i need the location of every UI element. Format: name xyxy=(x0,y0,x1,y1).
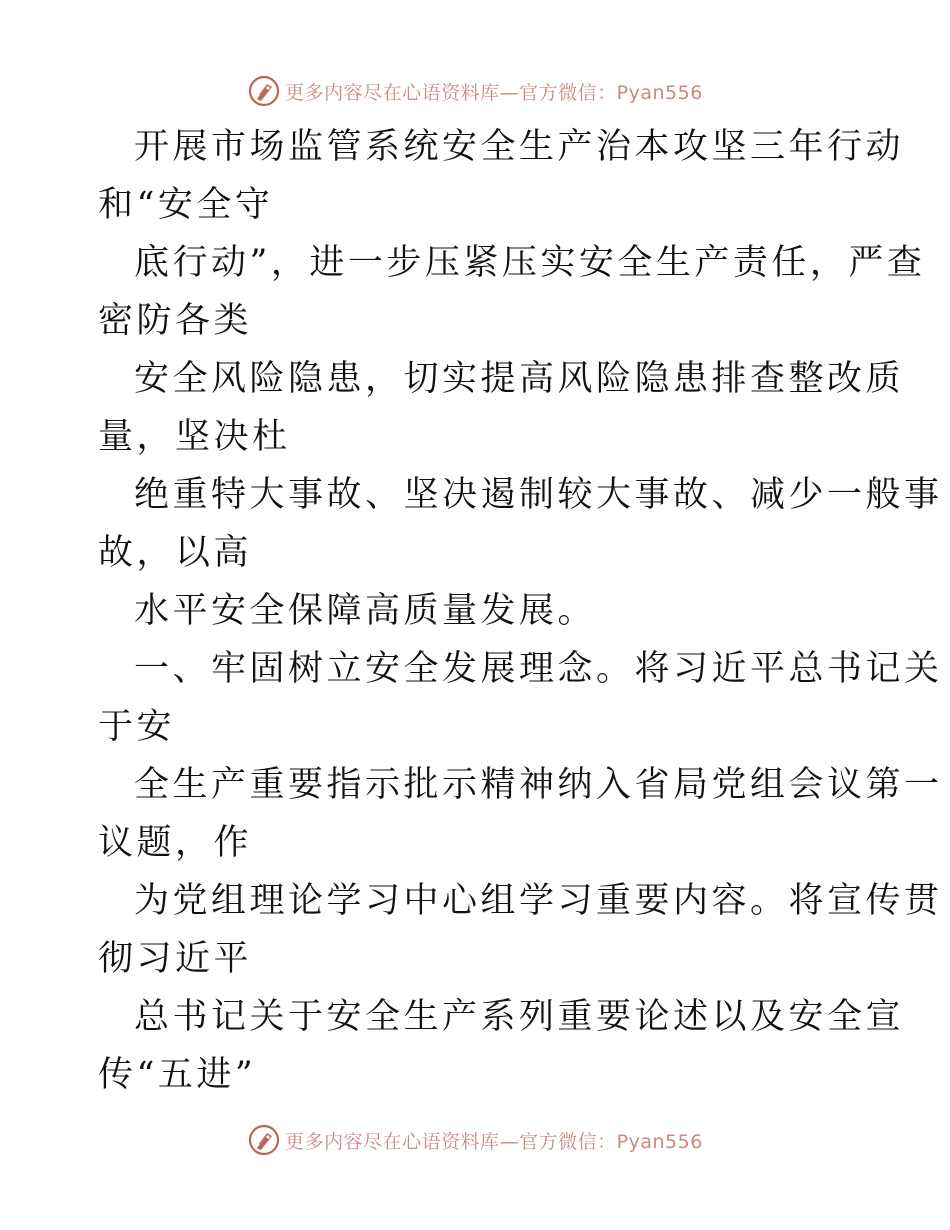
text-line: 开展市场监管系统安全生产治本攻坚三年行动 xyxy=(134,127,905,167)
text-line: 总书记关于安全生产系列重要论述以及安全宣 xyxy=(134,997,905,1037)
text-line: 全生产重要指示批示精神纳入省局党组会议第一 xyxy=(134,765,943,805)
footer-banner xyxy=(0,1120,950,1160)
text-line: 安全风险隐患，切实提高风险隐患排查整改质 xyxy=(134,359,905,399)
text-line: 于安 xyxy=(98,707,176,747)
text-line: 一、牢固树立安全发展理念。将习近平总书记关 xyxy=(134,649,943,689)
header-banner-text: 更多内容尽在心语资料库—官方微信：Pyan556 xyxy=(285,81,703,104)
header-banner xyxy=(0,71,950,111)
text-line: 彻习近平 xyxy=(98,939,253,979)
text-line: 密防各类 xyxy=(98,301,253,341)
text-line: 绝重特大事故、坚决遏制较大事故、减少一般事 xyxy=(134,475,943,515)
text-line: 传“五进” xyxy=(98,1055,257,1095)
text-line: 底行动”，进一步压紧压实安全生产责任，严查 xyxy=(134,243,926,283)
text-line: 议题，作 xyxy=(98,823,253,863)
pen-nib-logo-icon xyxy=(247,1123,281,1157)
text-line: 为党组理论学习中心组学习重要内容。将宣传贯 xyxy=(134,881,943,921)
pen-nib-logo-icon xyxy=(247,74,281,108)
text-line: 和“安全守 xyxy=(98,185,274,225)
text-line: 水平安全保障高质量发展。 xyxy=(134,591,597,631)
footer-banner-text: 更多内容尽在心语资料库—官方微信：Pyan556 xyxy=(285,1130,703,1153)
text-line: 量，坚决杜 xyxy=(98,417,291,457)
text-line: 故，以高 xyxy=(98,533,253,573)
